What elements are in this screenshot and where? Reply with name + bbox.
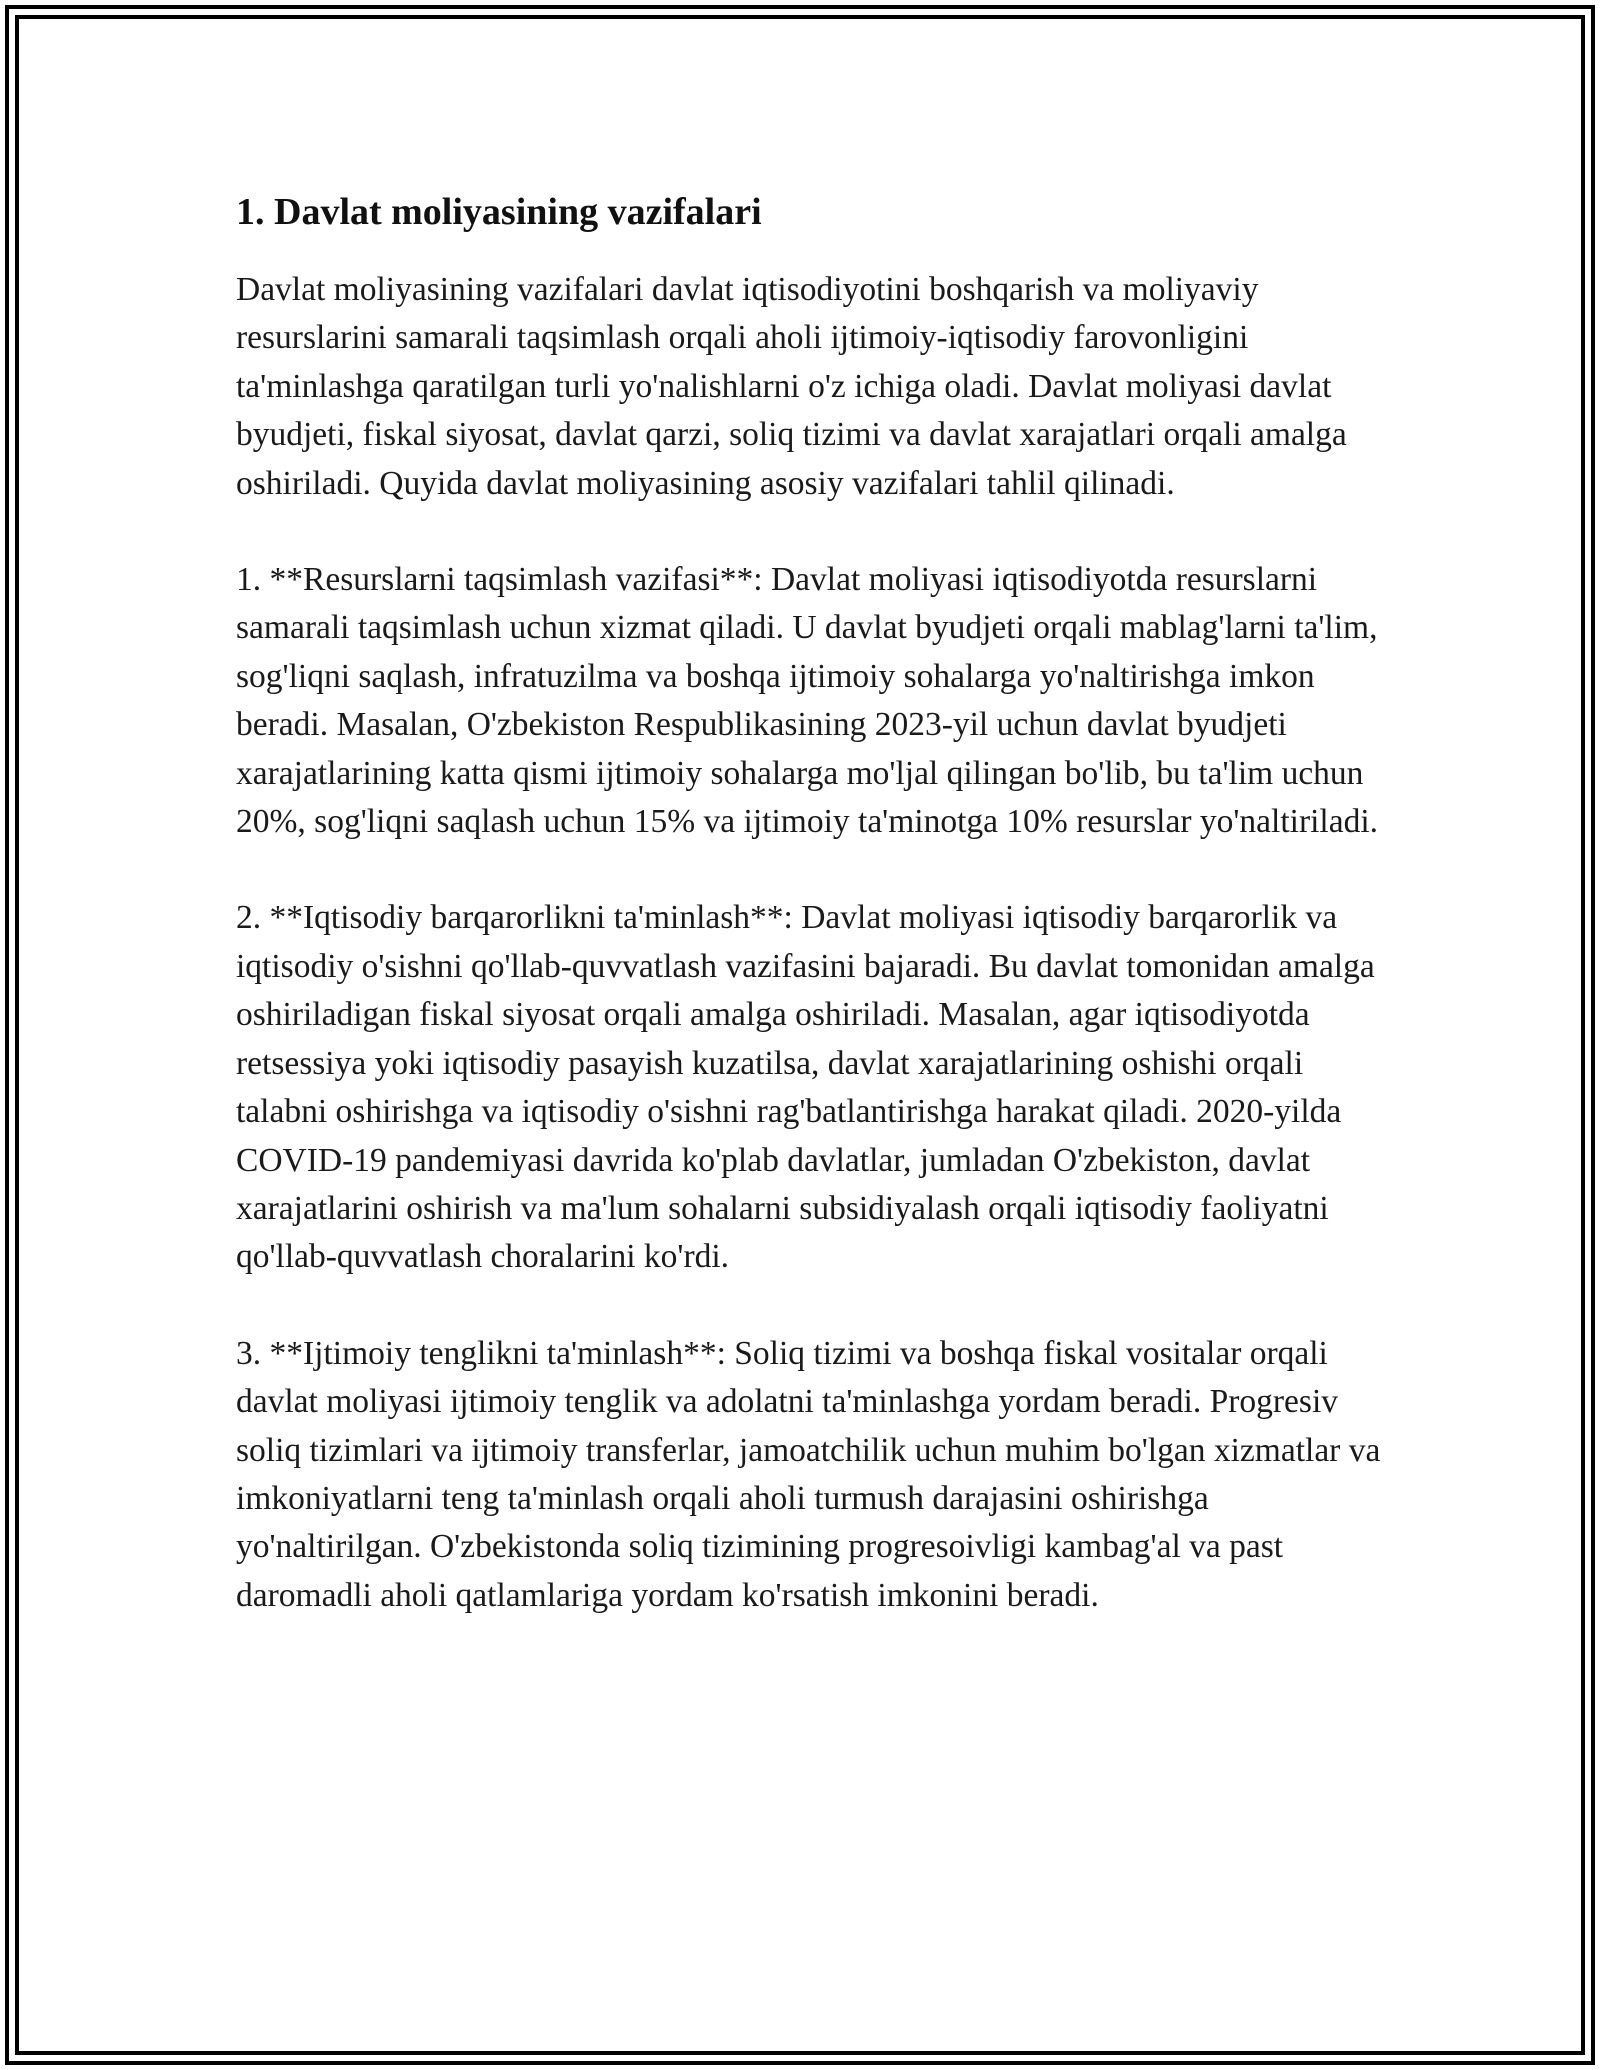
paragraph-economic-stability: 2. **Iqtisodiy barqarorlikni ta'minlash**: Davlat moliyasi iqtisodiy barqarorlik va iqtisodiy o'sishni qo'llab-quvvatlash vazifasini bajaradi. Bu davlat tomonidan amalga oshiriladigan fiskal siyosat orqali amalga oshiriladi. Masalan, agar iqtisodiyotda retsessiya yoki iqtisodiy pasayish kuzatilsa, davlat xarajatlarining oshishi orqali talabni oshirishga va iqtisodiy o'sishni rag'batlantirishga harakat qiladi. 2020-yilda COVID-19 pandemiyasi davrida ko'plab davlatlar, jumladan O'zbekiston, davlat xarajatlarini oshirish va ma'lum sohalarni subsidiyalash orqali iqtisodiy faoliyatni qo'llab-quvvatlash choralarini ko'rdi. bbox=[236, 899, 1375, 1276]
paragraph-resource-allocation: 1. **Resurslarni taqsimlash vazifasi**: Davlat moliyasi iqtisodiyotda resurslarni samarali taqsimlash uchun xizmat qiladi. U davlat byudjeti orqali mablag'larni ta'lim, sog'liqni saqlash, infratuzilma va boshqa ijtimoiy sohalarga yo'naltirishga imkon beradi. Masalan, O'zbekiston Respublikasining 2023-yil uchun davlat byudjeti xarajatlarining katta qismi ijtimoiy sohalarga mo'ljal qilingan bo'lib, bu ta'lim uchun 20%, sog'liqni saqlash uchun 15% va ijtimoiy ta'minotga 10% resurslar yo'naltiriladi. bbox=[236, 561, 1379, 841]
document-body bbox=[236, 186, 1386, 1668]
paragraph-social-equality: 3. **Ijtimoiy tenglikni ta'minlash**: Soliq tizimi va boshqa fiskal vositalar orqali davlat moliyasi ijtimoiy tenglik va adolatni ta'minlashga yordam beradi. Progresiv soliq tizimlari va ijtimoiy transferlar, jamoatchilik uchun muhim bo'lgan xizmatlar va imkoniyatlarni teng ta'minlash orqali aholi turmush darajasini oshirishga yo'naltirilgan. O'zbekistonda soliq tizimining progresoivligi kambag'al va past daromadli aholi qatlamlariga yordam ko'rsatish imkonini beradi. bbox=[236, 1334, 1381, 1614]
intro-paragraph: Davlat moliyasining vazifalari davlat iqtisodiyotini boshqarish va moliyaviy resurslarini samarali taqsimlash orqali aholi ijtimoiy-iqtisodiy farovonligini ta'minlashga qaratilgan turli yo'nalishlarni o'z ichiga oladi. Davlat moliyasi davlat byudjeti, fiskal siyosat, davlat qarzi, soliq tizimi va davlat xarajatlari orqali amalga oshiriladi. Quyida davlat moliyasining asosiy vazifalari tahlil qilinadi. bbox=[236, 271, 1347, 502]
section-heading: 1. Davlat moliyasining vazifalari bbox=[236, 191, 762, 233]
